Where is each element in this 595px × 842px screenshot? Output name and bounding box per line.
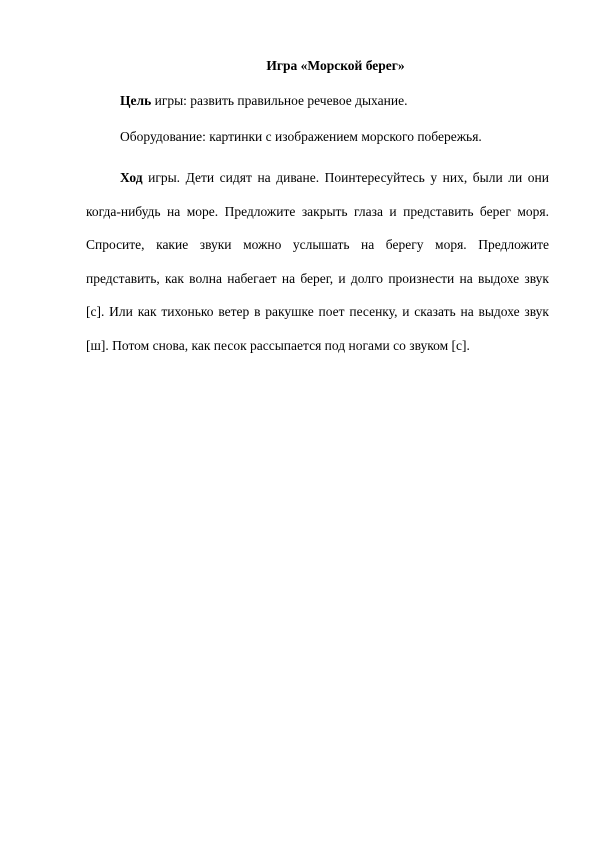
document-title: Игра «Морской берег» bbox=[266, 58, 405, 73]
equipment-text: Оборудование: картинки с изображением морского побережья. bbox=[120, 129, 482, 144]
goal-text: игры: развить правильное речевое дыхание. bbox=[151, 93, 408, 108]
equipment-paragraph bbox=[86, 127, 549, 147]
goal-paragraph bbox=[86, 91, 549, 111]
goal-label: Цель bbox=[120, 93, 152, 108]
course-paragraph bbox=[86, 161, 549, 363]
course-text: игры. Дети сидят на диване. Поинтересуйтесь у них, были ли они когда-нибудь на море. Предложите закрыть глаза и представить берег моря. Спросите, какие звуки можно услышать на берегу моря. Предложите представить, как волна набегает на берег, и долго произнести на выдохе звук [с]. Или как тихонько ветер в ракушке поет песенку, и сказать на выдохе звук [ш]. Потом снова, как песок рассыпается под ногами со звуком [с]. bbox=[86, 170, 549, 353]
course-label: Ход bbox=[120, 170, 143, 185]
